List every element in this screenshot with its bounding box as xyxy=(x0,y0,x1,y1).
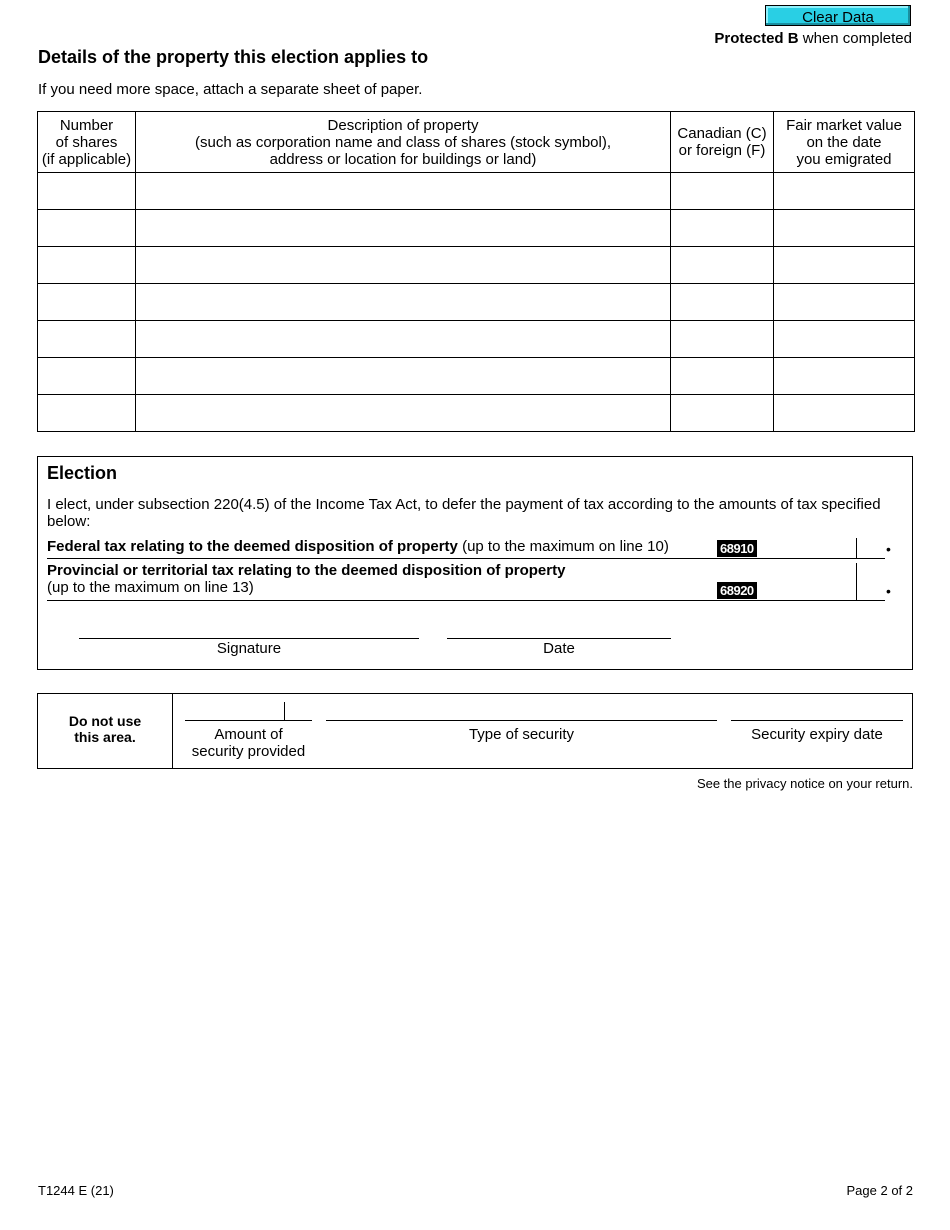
line-code-68920: 68920 xyxy=(717,582,757,599)
fmv-input[interactable] xyxy=(774,247,914,283)
canadian-foreign-input[interactable] xyxy=(671,321,773,357)
col-header-line: Description of property xyxy=(327,116,479,134)
provincial-cents-divider xyxy=(856,563,857,600)
protected-b-suffix: when completed xyxy=(798,30,912,47)
cell-description[interactable] xyxy=(136,284,671,321)
cell-description[interactable] xyxy=(136,210,671,247)
cell-canadian-foreign[interactable] xyxy=(671,358,774,395)
privacy-notice: See the privacy notice on your return. xyxy=(696,776,913,791)
federal-decimal-dot: • xyxy=(886,541,891,557)
description-input[interactable] xyxy=(136,395,670,431)
do-not-use-title-line2: this area. xyxy=(74,729,136,745)
signature-line xyxy=(79,638,419,639)
signature-label: Signature xyxy=(216,640,282,657)
col-header-line: (if applicable) xyxy=(41,150,132,168)
shares-input[interactable] xyxy=(38,247,135,283)
type-security-label: Type of security xyxy=(468,726,575,743)
col-header-line: Canadian (C) xyxy=(677,125,767,142)
provincial-line-rule xyxy=(47,600,885,601)
form-identifier: T1244 E (21) xyxy=(38,1183,114,1198)
table-row xyxy=(38,247,915,284)
election-title: Election xyxy=(47,463,118,483)
cell-fmv[interactable] xyxy=(774,284,915,321)
canadian-foreign-input[interactable] xyxy=(671,284,773,320)
provincial-tax-cents-input[interactable] xyxy=(860,580,882,600)
cell-fmv[interactable] xyxy=(774,358,915,395)
fmv-input[interactable] xyxy=(774,321,914,357)
cell-description[interactable] xyxy=(136,358,671,395)
cell-canadian-foreign[interactable] xyxy=(671,284,774,321)
table-row xyxy=(38,284,915,321)
federal-line-rule xyxy=(47,558,885,559)
date-input[interactable] xyxy=(447,616,671,636)
cell-shares[interactable] xyxy=(38,395,136,432)
space-note: If you need more space, attach a separate sheet of paper. xyxy=(38,81,423,98)
fmv-input[interactable] xyxy=(774,173,914,209)
provincial-tax-dollars-input[interactable] xyxy=(762,580,852,600)
fmv-input[interactable] xyxy=(774,358,914,394)
federal-tax-label xyxy=(47,538,669,555)
cell-fmv[interactable] xyxy=(774,173,915,210)
cell-shares[interactable] xyxy=(38,173,136,210)
provincial-tax-label-rest: (up to the maximum on line 13) xyxy=(47,579,254,596)
canadian-foreign-input[interactable] xyxy=(671,358,773,394)
canadian-foreign-input[interactable] xyxy=(671,210,773,246)
cell-canadian-foreign[interactable] xyxy=(671,173,774,210)
provincial-tax-label-bold: Provincial or territorial tax relating to the deemed disposition of property xyxy=(47,562,566,579)
page-number: Page 2 of 2 xyxy=(846,1183,913,1198)
provincial-decimal-dot: • xyxy=(886,583,891,599)
federal-tax-label-rest: (up to the maximum on line 10) xyxy=(457,538,669,555)
table-row xyxy=(38,358,915,395)
amount-security-line1: Amount of xyxy=(214,726,283,743)
col-header-line: Number xyxy=(59,116,114,134)
cell-description[interactable] xyxy=(136,395,671,432)
shares-input[interactable] xyxy=(38,321,135,357)
table-row xyxy=(38,395,915,432)
cell-canadian-foreign[interactable] xyxy=(671,321,774,358)
table-row xyxy=(38,321,915,358)
col-header-line: or foreign (F) xyxy=(678,142,766,159)
type-security-line xyxy=(326,720,717,721)
federal-tax-label-bold: Federal tax relating to the deemed disposition of property xyxy=(47,538,458,555)
cell-canadian-foreign[interactable] xyxy=(671,210,774,247)
cell-fmv[interactable] xyxy=(774,395,915,432)
provincial-tax-label xyxy=(47,562,565,596)
expiry-date-label: Security expiry date xyxy=(751,726,883,743)
federal-tax-cents-input[interactable] xyxy=(860,538,882,558)
col-header-line: (such as corporation name and class of shares (stock symbol), xyxy=(194,133,611,151)
do-not-use-divider xyxy=(172,694,173,768)
description-input[interactable] xyxy=(136,284,670,320)
page-title: Details of the property this election applies to xyxy=(38,47,429,67)
col-header-line: of shares xyxy=(55,133,118,151)
amount-security-divider xyxy=(284,702,285,720)
table-row xyxy=(38,210,915,247)
cell-description[interactable] xyxy=(136,247,671,284)
cell-canadian-foreign[interactable] xyxy=(671,395,774,432)
cell-shares[interactable] xyxy=(38,284,136,321)
shares-input[interactable] xyxy=(38,173,135,209)
date-line xyxy=(447,638,671,639)
line-code-68910: 68910 xyxy=(717,540,757,557)
cell-fmv[interactable] xyxy=(774,247,915,284)
description-input[interactable] xyxy=(136,210,670,246)
fmv-input[interactable] xyxy=(774,210,914,246)
shares-input[interactable] xyxy=(38,358,135,394)
expiry-date-line xyxy=(731,720,903,721)
description-input[interactable] xyxy=(136,358,670,394)
fmv-input[interactable] xyxy=(774,395,914,431)
col-header-line: Fair market value xyxy=(786,116,902,134)
protected-b-label: Protected B xyxy=(714,30,799,47)
cell-description[interactable] xyxy=(136,173,671,210)
shares-input[interactable] xyxy=(38,284,135,320)
table-header-row xyxy=(38,112,915,173)
description-input[interactable] xyxy=(136,247,670,283)
shares-input[interactable] xyxy=(38,210,135,246)
table-row xyxy=(38,173,915,210)
cell-description[interactable] xyxy=(136,321,671,358)
protected-b-notice xyxy=(714,30,912,47)
amount-security-label xyxy=(185,726,312,760)
property-table xyxy=(37,111,915,432)
federal-tax-dollars-input[interactable] xyxy=(762,538,852,558)
shares-input[interactable] xyxy=(38,395,135,431)
col-canadian-or-foreign xyxy=(671,112,774,173)
fmv-input[interactable] xyxy=(774,284,914,320)
description-input[interactable] xyxy=(136,173,670,209)
canadian-foreign-input[interactable] xyxy=(671,247,773,283)
cell-shares[interactable] xyxy=(38,210,136,247)
cell-canadian-foreign[interactable] xyxy=(671,247,774,284)
cell-shares[interactable] xyxy=(38,358,136,395)
canadian-foreign-input[interactable] xyxy=(671,173,773,209)
col-header-line: on the date xyxy=(806,133,882,151)
federal-cents-divider xyxy=(856,538,857,558)
amount-security-line2: security provided xyxy=(191,743,306,760)
description-input[interactable] xyxy=(136,321,670,357)
cell-fmv[interactable] xyxy=(774,210,915,247)
col-header-line: address or location for buildings or land) xyxy=(269,150,537,168)
cell-shares[interactable] xyxy=(38,321,136,358)
do-not-use-title xyxy=(38,713,172,745)
do-not-use-title-line1: Do not use xyxy=(68,713,142,729)
col-description xyxy=(136,112,671,173)
cell-shares[interactable] xyxy=(38,247,136,284)
canadian-foreign-input[interactable] xyxy=(671,395,773,431)
date-label: Date xyxy=(543,640,575,657)
clear-data-button[interactable]: Clear Data xyxy=(765,5,911,26)
signature-field[interactable] xyxy=(79,616,419,637)
col-number-of-shares xyxy=(38,112,136,173)
col-fair-market-value xyxy=(774,112,915,173)
cell-fmv[interactable] xyxy=(774,321,915,358)
election-statement: I elect, under subsection 220(4.5) of the Income Tax Act, to defer the payment of tax according to the amounts of tax specified below: xyxy=(47,496,881,530)
amount-security-line xyxy=(185,720,312,721)
col-header-line: you emigrated xyxy=(796,150,892,168)
